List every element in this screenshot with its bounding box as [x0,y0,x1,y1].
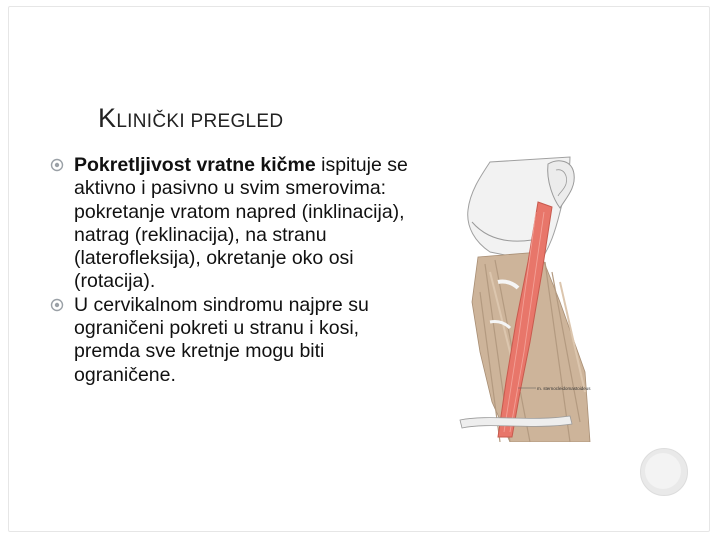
bullet-text-2 [74,294,422,387]
title-first-letter: K [98,103,117,133]
bullet-body-1: ispituje se aktivno i pasivno u svim smerovima: pokretanje vratom napred (inklinacija), natrag (reklinacija), na stranu (laterofleksija), okretanje oko osi (rotacija). [74,154,408,293]
slide-title [98,103,283,134]
bullet-text-1 [74,154,422,294]
bullet-list [50,154,422,387]
bullet-item-2 [50,294,422,387]
figure-label: m. sternocleidomastoideus [537,386,591,391]
bullet-lead-1: Pokretljivost vratne kičme [74,154,316,176]
bullet-ring-icon [50,158,64,172]
title-rest: LINIČKI PREGLED [116,111,284,132]
neck-muscle-anatomy-illustration [420,152,600,442]
decorative-circle-inner [645,453,681,489]
bullet-body-2: U cervikalnom sindromu najpre su ograničeni pokreti u stranu i kosi, premda sve kretnje mogu biti ograničene. [74,293,369,386]
bullet-ring-icon [50,298,64,312]
bullet-item-1 [50,154,422,294]
